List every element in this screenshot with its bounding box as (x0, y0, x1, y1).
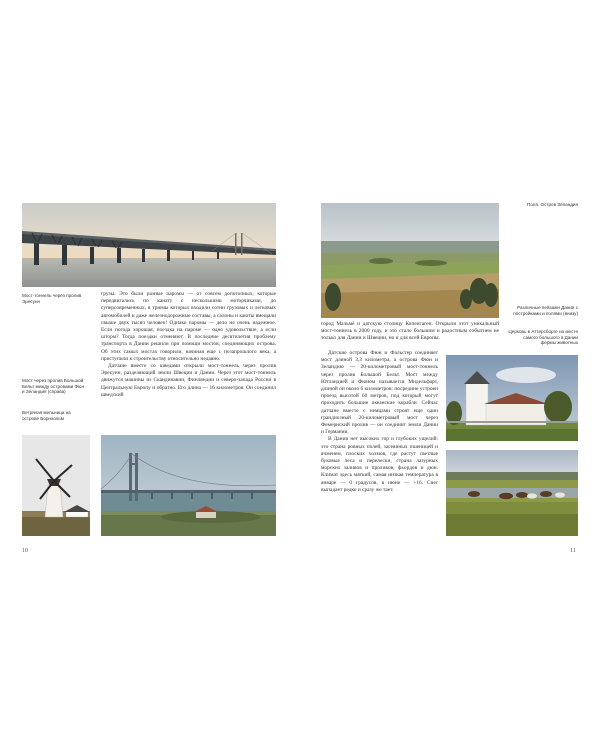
great-belt-bridge-photo (101, 435, 276, 536)
caption-fields: Поля. Остров Зеландия (527, 202, 578, 207)
caption-church: Церковь в Аттерсборге на месте самого большого в Дании фермы животных (508, 329, 578, 346)
caption-great-belt: Мост через пролив Большой Бельт между островами Фюн и Зеландия (справа) (22, 378, 84, 395)
zealand-fields-photo (321, 203, 499, 318)
right-paragraph: Датские острова Фюн и Фальстер соединяет мост длиной 3,3 километра, а острова Фюн и Зеландию — 20-километровый мост-тоннель через пролив Большой Бельт. Мост между Ютландией и Фюном называется Мидельфарт, длиной он около 6 километров: посредине устроен проезд высотой 60 метров, под который могут проходить большие океанские корабли. Сейчас датчане вместе с немцами строят еще один грандиозный 20-километровый мост через Фемернский пролив — он соединит земли Дании и Германии. (321, 350, 438, 436)
right-body-text-column (321, 350, 438, 494)
page-number-right: 11 (570, 548, 576, 554)
caption-landscapes: Различные пейзажи Дании с постройками и полями (внизу) (513, 305, 578, 316)
right-body-text-top (321, 321, 499, 343)
caption-oresund: Мост-тоннель через пролив Эресунн (22, 293, 82, 304)
left-paragraph: Датчане вместе со шведами открыли мост-тоннель через пролив Эресунн, разделяющий земли Швеции и Дании. Через этот мост-тоннель движутся машины из Скандинавии, Финляндии и северо-запада России в Центральную Европу и обратно. Его длина — 16 километров. Он соединил шведский (101, 363, 276, 398)
cows-meadow-photo (446, 450, 578, 536)
church-photo (446, 355, 578, 441)
caption-windmill: Ветряная мельница на острове Борнхольм (22, 410, 71, 421)
right-paragraph: В Дании нет высоких гор и глубоких ущелий: это страна ровных полей, засеянных пшеницей и ячменем, плоских холмов, где растут светлые буковые леса и перелески, страна лазурных морских заливов и проливов, фьордов и дюн. Климат здесь мягкий, самая низкая температура в январе — 0 градусов, в июне — +16. Снег выпадает редко и сразу же тает. (321, 436, 438, 493)
oresund-bridge-photo (22, 203, 276, 287)
left-paragraph: грузы. Это были разные паромы — от совсем допотопных, которые передвигались по канату с несколькими моторчиками, до суперсовременных, в трюмы которых входили сотни грузовых и легковых автомобилей и даже железнодорожные составы, а салоны и каюты вмещали свыше двух тысяч человек! Однако паромы — дело не очень надежное. Если погода хорошая, поездка на пароме — одно удовольствие, а если шторм? Тогда поездки отменяют. В последние десятилетия проблему транспорта в Дании решили при помощи мостов, соединяющих острова. Об этих самых мостах говорили, начиная еще с позапрошлого века, а приступили к строительству относительно недавно. (101, 291, 276, 362)
windmill-photo (22, 435, 90, 536)
page-number-left: 10 (22, 548, 28, 554)
right-paragraph: город Мальмё и датскую столицу Копенгаген. Открыли этот уникальный мост-тоннель в 2000 году, и это стало большим и радостным событием не только для Дании и Швеции, но и для всей Европы. (321, 321, 499, 342)
left-body-text (101, 291, 276, 399)
